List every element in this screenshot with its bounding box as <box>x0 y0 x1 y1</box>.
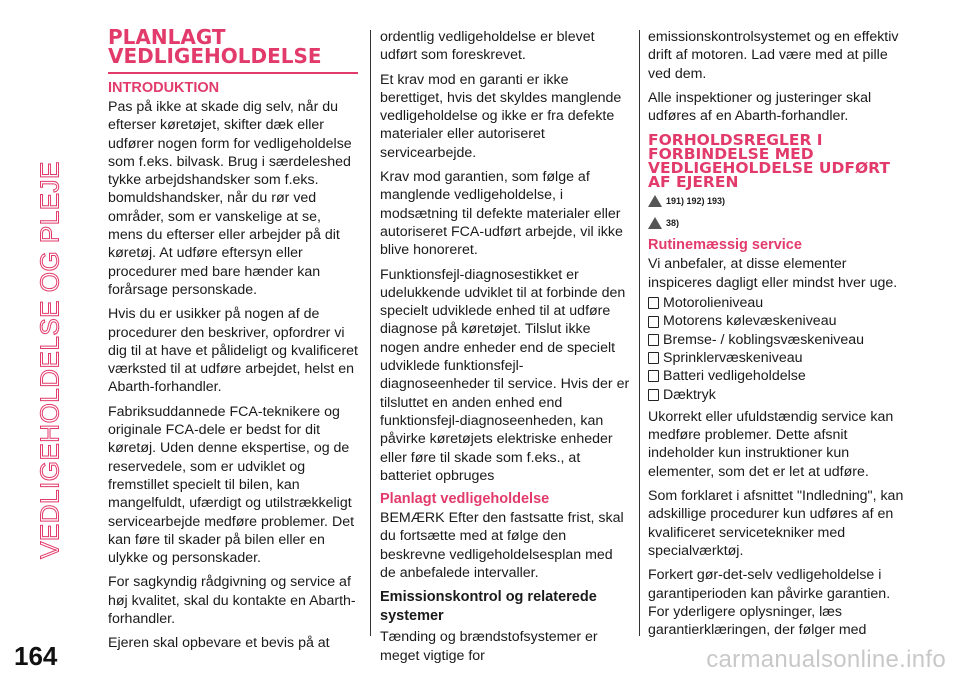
list-item-label: Bremse- / koblingsvæskeniveau <box>663 331 865 348</box>
paragraph: Ejeren skal opbevare et bevis på at <box>108 635 330 652</box>
intro-heading: INTRODUKTION <box>108 80 220 96</box>
checkbox-icon <box>648 316 659 328</box>
paragraph: Alle inspektioner og justeringer skal udføres af en Abarth-forhandler. <box>648 89 872 125</box>
routine-service-heading: Rutinemæssig service <box>648 237 802 254</box>
list-item <box>648 367 910 385</box>
paragraph: emissionskontrolsystemet og en effektiv drift af motoren. Lad være med at pille ved dem. <box>648 29 899 82</box>
caution-reference <box>648 215 910 231</box>
list-item-label: Sprinklervæskeniveau <box>663 349 803 366</box>
paragraph: Pas på ikke at skade dig selv, når du efterser køretøjet, skifter dæk eller udfører nogen form for vedligeholdelse som f.eks. bilvask. Brug i særdeleshed tykke arbejdshandsker som f.eks. bomuldshandsker, når du rør ved områder, som er vanskelige at se, mens du efterser eller arbejder på dit køretøj. At udføre eftersyn eller procedurer med bare hænder kan forårsage personskade. <box>108 99 352 298</box>
inspection-checklist <box>648 294 910 404</box>
list-item <box>648 312 910 330</box>
paragraph: Et krav mod en garanti er ikke berettiget, hvis det skyldes manglende vedligeholdelse og ikke er fra defekte materialer eller autoriseret servicearbejde. <box>380 71 622 161</box>
planned-maintenance-heading: Planlagt vedligeholdelse <box>380 491 550 508</box>
paragraph: Hvis du er usikker på nogen af de procedurer den beskriver, opfordrer vi dig til at have et pålideligt og kvalificeret værksted til at udføre arbejdet, helst en Abarth-forhandler. <box>108 306 358 396</box>
paragraph: Fabriksuddannede FCA-teknikere og originale FCA-dele er bedst for dit køretøj. Uden denne ekspertise, og de reservedele, som er udviklet og fremstillet specielt til bilen, kan mangelfuldt, ufærdigt og utilstrækkeligt servicearbejde medføre problemer. Det kan føre til skader på bilen eller en ulykke og personskader. <box>108 403 355 567</box>
page-title-line-1: PLANLAGT <box>108 25 226 49</box>
warning-reference <box>648 193 910 209</box>
list-item-label: Motorolieniveau <box>663 295 764 312</box>
checkbox-icon <box>648 297 659 309</box>
page-title <box>108 25 358 74</box>
column-divider <box>370 30 371 636</box>
paragraph: Tænding og brændstofsystemer er meget vigtige for <box>380 629 598 664</box>
paragraph: Funktionsfejl-diagnosestikket er udelukkende udviklet til at forbinde den specielt udviklede enhed til at udføre diagnose på køretøjet. Tilslut ikke nogen andre enheder end de specielt udviklede funktionsfejl-diagnoseenheder til service. Hvis der er tilsluttet en anden enhed end funktionsfejl-diagnoseenheden, kan påvirke køretøjets elektriske enheder eller føre til skade som f.eks., at batteriet opbruges <box>380 266 630 484</box>
list-item <box>648 294 910 312</box>
checkbox-icon <box>648 352 659 364</box>
paragraph: Krav mod garantien, som følge af manglende vedligeholdelse, i modsætning til defekte materialer eller autoriseret FCA-udført arbejde, vil ikke blive honoreret. <box>380 169 623 259</box>
owner-maintenance-precautions-heading: FORHOLDSREGLER I FORBINDELSE MED VEDLIGEHOLDELSE UDFØRT AF EJEREN <box>648 131 890 192</box>
column-divider <box>639 30 640 636</box>
paragraph: Som forklaret i afsnittet "Indledning", kan adskillige procedurer kun udføres af en kvalificeret servicetekniker med specialværktøj. <box>648 488 904 559</box>
checkbox-icon <box>648 334 659 346</box>
paragraph: Forkert gør-det-selv vedligeholdelse i garantiperioden kan påvirke garantien. For yderligere oplysninger, læs garantierklæringen, der følger med <box>648 567 891 639</box>
emission-control-heading: Emissionskontrol og relaterede systemer <box>380 589 597 625</box>
paragraph: ordentlig vedligeholdelse er blevet udført som foreskrevet. <box>380 29 595 64</box>
page-number: 164 <box>14 641 58 671</box>
paragraph: For sagkyndig rådgivning og service af høj kvalitet, skal du kontakte en Abarth-forhandler. <box>108 574 356 628</box>
watermark: carmanualsonline.info <box>706 646 946 673</box>
list-item-label: Batteri vedligeholdelse <box>663 368 806 385</box>
paragraph: BEMÆRK Efter den fastsatte frist, skal du fortsætte med at følge den beskrevne vedligeholdelsesplan med de anbefalede intervaller. <box>380 510 624 582</box>
paragraph: Vi anbefaler, at disse elementer inspiceres dagligt eller mindst hver uge. <box>648 256 898 291</box>
checkbox-icon <box>648 370 659 382</box>
warning-triangle-icon <box>648 195 662 207</box>
caution-reference-numbers: 38) <box>666 218 680 229</box>
caution-triangle-icon <box>648 217 662 229</box>
list-item <box>648 386 910 404</box>
side-section-title: VEDLIGEHOLDELSE OG PLEJE <box>34 161 65 559</box>
list-item-label: Motorens kølevæskeniveau <box>663 313 837 330</box>
warning-reference-numbers: 191) 192) 193) <box>666 196 726 207</box>
list-item-label: Dæktryk <box>663 386 716 403</box>
page-title-line-2: VEDLIGEHOLDELSE <box>108 44 322 68</box>
checkbox-icon <box>648 389 659 401</box>
column-2 <box>380 28 630 671</box>
column-1 <box>108 25 358 659</box>
paragraph: Ukorrekt eller ufuldstændig service kan medføre problemer. Dette afsnit indeholder kun instruktioner kun elementer, som det er let at udføre. <box>648 408 894 480</box>
list-item <box>648 349 910 367</box>
list-item <box>648 331 910 349</box>
column-3 <box>648 28 910 645</box>
